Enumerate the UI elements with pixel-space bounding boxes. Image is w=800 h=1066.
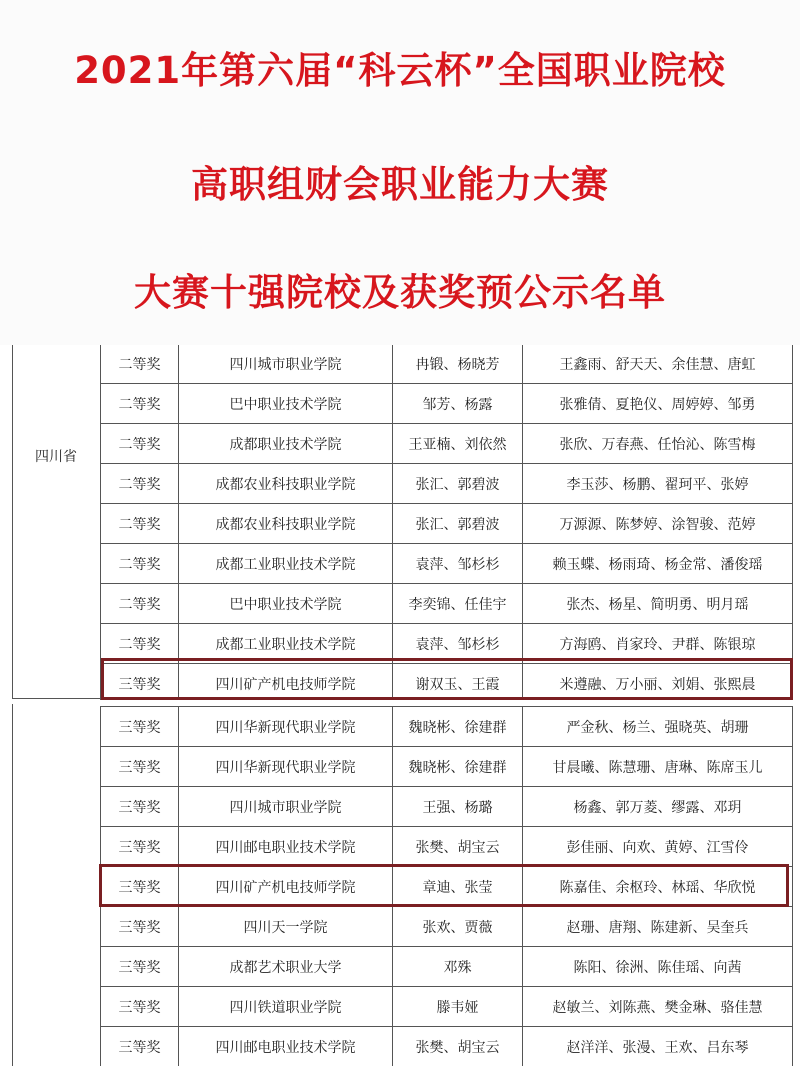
students-cell: 张杰、杨星、简明勇、明月瑶 xyxy=(523,584,793,624)
students-cell: 米遵融、万小丽、刘娟、张熙晨 xyxy=(523,664,793,701)
school-cell: 成都艺术职业大学 xyxy=(179,947,393,987)
school-cell: 四川城市职业学院 xyxy=(179,787,393,827)
award-cell: 二等奖 xyxy=(101,464,179,504)
table-row xyxy=(101,747,793,787)
teachers-cell: 谢双玉、王霞 xyxy=(393,664,523,701)
teachers-cell: 张樊、胡宝云 xyxy=(393,827,523,867)
title-line-3: 大赛十强院校及获奖预公示名单 xyxy=(134,271,666,314)
teachers-cell: 袁萍、邹杉杉 xyxy=(393,544,523,584)
table-row xyxy=(101,345,793,384)
students-cell: 李玉莎、杨鹏、翟珂平、张婷 xyxy=(523,464,793,504)
table-row xyxy=(101,464,793,504)
students-cell: 万源源、陈梦婷、涂智骏、范婷 xyxy=(523,504,793,544)
teachers-cell: 魏晓彬、徐建群 xyxy=(393,707,523,747)
award-cell: 二等奖 xyxy=(101,624,179,664)
province-cell-continued xyxy=(12,704,100,1066)
school-cell: 成都职业技术学院 xyxy=(179,424,393,464)
school-cell: 四川华新现代职业学院 xyxy=(179,747,393,787)
table-row xyxy=(101,947,793,987)
school-cell: 四川矿产机电技师学院 xyxy=(179,664,393,701)
award-cell: 三等奖 xyxy=(101,664,179,701)
teachers-cell: 章迪、张莹 xyxy=(393,867,523,907)
students-cell: 陈阳、徐洲、陈佳瑶、向茜 xyxy=(523,947,793,987)
title-header xyxy=(0,0,800,345)
award-cell: 三等奖 xyxy=(101,987,179,1027)
table-row xyxy=(101,544,793,584)
teachers-cell: 滕韦娅 xyxy=(393,987,523,1027)
teachers-cell: 张欢、贾薇 xyxy=(393,907,523,947)
award-cell: 三等奖 xyxy=(101,787,179,827)
teachers-cell: 王强、杨璐 xyxy=(393,787,523,827)
table-row xyxy=(101,1027,793,1066)
teachers-cell: 邓殊 xyxy=(393,947,523,987)
school-cell: 成都工业职业技术学院 xyxy=(179,544,393,584)
students-cell: 赵洋洋、张漫、王欢、吕东琴 xyxy=(523,1027,793,1066)
school-cell: 四川天一学院 xyxy=(179,907,393,947)
students-cell: 赖玉蝶、杨雨琦、杨金常、潘俊瑶 xyxy=(523,544,793,584)
teachers-cell: 邹芳、杨露 xyxy=(393,384,523,424)
title-line-1: 2021年第六届“科云杯”全国职业院校 xyxy=(74,49,726,92)
teachers-cell: 李奕锦、任佳宇 xyxy=(393,584,523,624)
award-cell: 二等奖 xyxy=(101,544,179,584)
teachers-cell: 张樊、胡宝云 xyxy=(393,1027,523,1066)
table-row xyxy=(101,584,793,624)
award-table-section-1 xyxy=(0,345,800,700)
title-line-2: 高职组财会职业能力大赛 xyxy=(191,163,609,206)
award-cell: 二等奖 xyxy=(101,424,179,464)
school-cell: 成都工业职业技术学院 xyxy=(179,624,393,664)
award-table-1 xyxy=(100,345,793,700)
table-row xyxy=(101,504,793,544)
school-cell: 四川城市职业学院 xyxy=(179,345,393,384)
award-cell: 三等奖 xyxy=(101,707,179,747)
award-cell: 三等奖 xyxy=(101,947,179,987)
table-row xyxy=(101,907,793,947)
province-label: 四川省 xyxy=(35,449,77,465)
school-cell: 成都农业科技职业学院 xyxy=(179,504,393,544)
award-cell: 三等奖 xyxy=(101,747,179,787)
table-row xyxy=(101,827,793,867)
table-row xyxy=(101,787,793,827)
students-cell: 赵珊、唐翔、陈建新、吴奎兵 xyxy=(523,907,793,947)
school-cell: 四川华新现代职业学院 xyxy=(179,707,393,747)
table-row xyxy=(101,424,793,464)
award-cell: 三等奖 xyxy=(101,827,179,867)
award-cell: 三等奖 xyxy=(101,867,179,907)
award-cell: 二等奖 xyxy=(101,504,179,544)
school-cell: 四川铁道职业学院 xyxy=(179,987,393,1027)
table-row xyxy=(101,707,793,747)
highlight-box-row xyxy=(101,658,793,700)
students-cell: 张雅倩、夏艳仪、周婷婷、邹勇 xyxy=(523,384,793,424)
award-cell: 二等奖 xyxy=(101,384,179,424)
students-cell: 彭佳丽、向欢、黄婷、江雪伶 xyxy=(523,827,793,867)
students-cell: 赵敏兰、刘陈燕、樊金琳、骆佳慧 xyxy=(523,987,793,1027)
teachers-cell: 魏晓彬、徐建群 xyxy=(393,747,523,787)
students-cell: 张欣、万春燕、任怡沁、陈雪梅 xyxy=(523,424,793,464)
students-cell: 甘晨曦、陈慧珊、唐琳、陈席玉儿 xyxy=(523,747,793,787)
teachers-cell: 王亚楠、刘依然 xyxy=(393,424,523,464)
students-cell: 王鑫雨、舒天天、余佳慧、唐虹 xyxy=(523,345,793,384)
teachers-cell: 袁萍、邹杉杉 xyxy=(393,624,523,664)
students-cell: 严金秋、杨兰、强晓英、胡珊 xyxy=(523,707,793,747)
school-cell: 四川邮电职业技术学院 xyxy=(179,1027,393,1066)
school-cell: 巴中职业技术学院 xyxy=(179,584,393,624)
table-row xyxy=(101,384,793,424)
award-cell: 三等奖 xyxy=(101,1027,179,1066)
students-cell: 杨鑫、郭万菱、缪露、邓玥 xyxy=(523,787,793,827)
school-cell: 四川邮电职业技术学院 xyxy=(179,827,393,867)
students-cell: 方海鸥、肖家玲、尹群、陈银琼 xyxy=(523,624,793,664)
school-cell: 成都农业科技职业学院 xyxy=(179,464,393,504)
award-cell: 二等奖 xyxy=(101,584,179,624)
school-cell: 四川矿产机电技师学院 xyxy=(179,867,393,907)
table-row xyxy=(101,987,793,1027)
teachers-cell: 冉锻、杨晓芳 xyxy=(393,345,523,384)
teachers-cell: 张汇、郭碧波 xyxy=(393,504,523,544)
award-cell: 三等奖 xyxy=(101,907,179,947)
award-cell: 二等奖 xyxy=(101,345,179,384)
highlight-box-row xyxy=(99,864,789,907)
school-cell: 巴中职业技术学院 xyxy=(179,384,393,424)
students-cell: 陈嘉佳、余枢玲、林瑶、华欣悦 xyxy=(523,867,793,907)
province-cell xyxy=(12,345,100,699)
teachers-cell: 张汇、郭碧波 xyxy=(393,464,523,504)
